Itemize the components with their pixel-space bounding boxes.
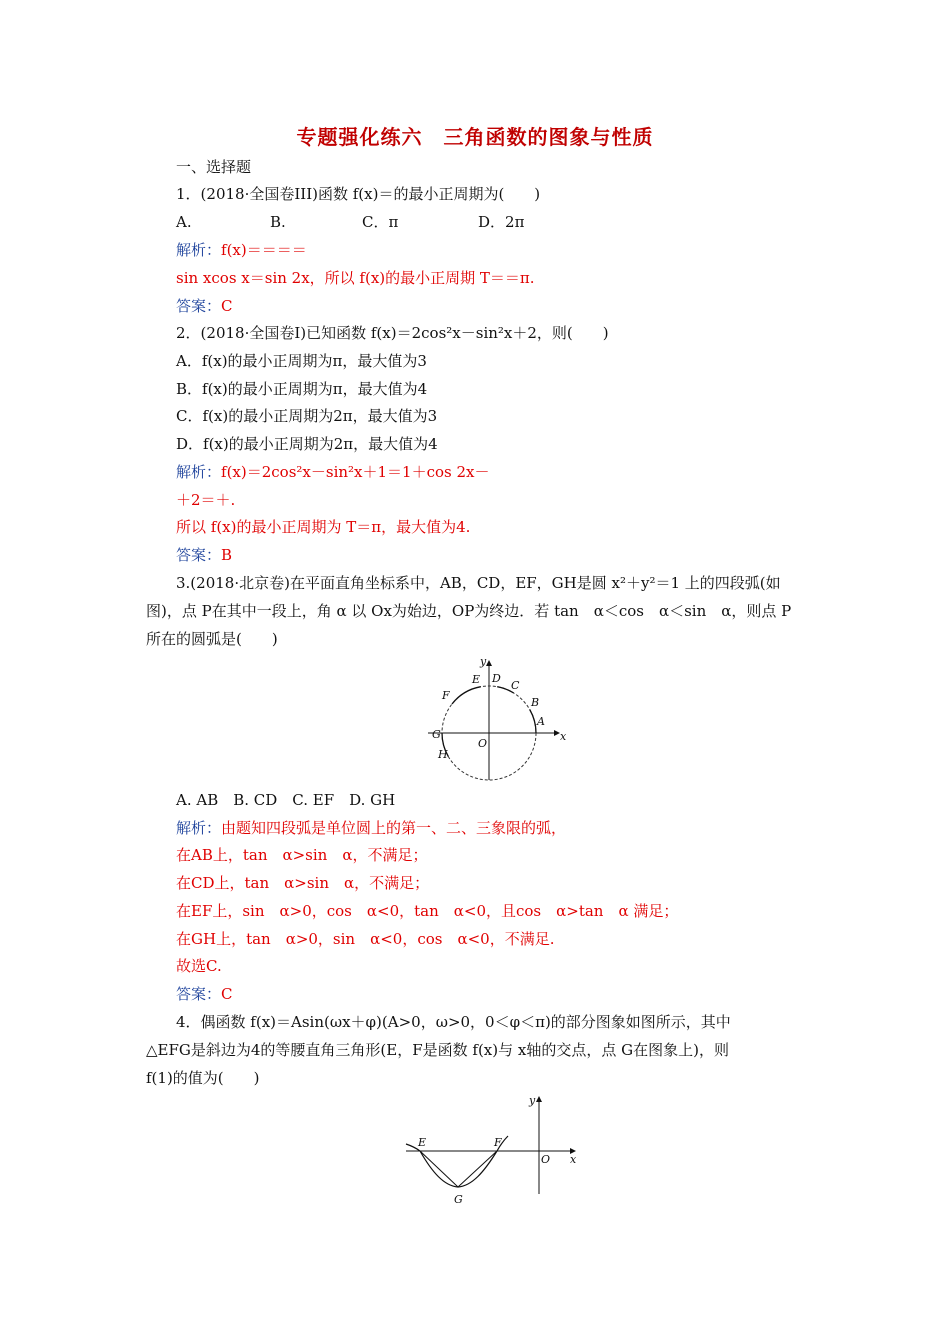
q1-solution-text-1: f(x)＝＝＝＝	[221, 241, 307, 259]
q1-option-d: D．2π	[478, 213, 525, 231]
segment-fg	[458, 1151, 497, 1187]
q2-answer-value: B	[221, 546, 233, 564]
q3-stem-line-1: 3.(2018·北京卷)在平面直角坐标系中，AB，CD，EF，GH是圆 x²＋y²＝1 上的四段弧(如	[176, 574, 781, 592]
q2-option-d: D．f(x)的最小正周期为2π，最大值为4	[176, 435, 438, 453]
q4-stem-line-1: 4．偶函数 f(x)＝Asin(ωx＋φ)(A>0，ω>0，0＜φ＜π)的部分图象如图所示，其中	[176, 1013, 731, 1031]
q2-solution-text-1: f(x)＝2cos²x－sin²x＋1＝1＋cos 2x－	[221, 463, 490, 481]
q3-answer-label: 答案：	[176, 985, 222, 1003]
q2-option-c: C．f(x)的最小正周期为2π，最大值为3	[176, 407, 438, 425]
q3-solution-line-2: 在AB上，tan α>sin α，不满足；	[176, 846, 428, 864]
q1-solution-line-1	[176, 240, 307, 260]
q2-option-b: B．f(x)的最小正周期为π，最大值为4	[176, 380, 428, 398]
q2-answer	[176, 545, 232, 565]
q3-solution-line-5: 在GH上，tan α>0，sin α<0，cos α<0，不满足.	[176, 930, 555, 948]
q2-stem: 2．(2018·全国卷Ⅰ)已知函数 f(x)＝2cos²x－sin²x＋2，则( )	[176, 324, 609, 342]
sine-graph-figure	[398, 1090, 583, 1210]
section-heading: 一、选择题	[176, 158, 252, 176]
page-title: 专题强化练六 三角函数的图象与性质	[296, 125, 654, 149]
q4-stem-line-2: △EFG是斜边为4的等腰直角三角形(E，F是函数 f(x)与 x轴的交点，点 G在图象上)，则	[146, 1041, 729, 1059]
label-o: O	[478, 737, 488, 750]
q1-solution-label: 解析：	[176, 241, 222, 259]
label-g: G	[454, 1193, 463, 1206]
q3-solution-line-4: 在EF上，sin α>0，cos α<0，tan α<0，且cos α>tan α 满足；	[176, 902, 679, 920]
y-axis-arrow	[536, 1096, 542, 1102]
label-f: F	[494, 1136, 502, 1149]
arc-ef	[452, 687, 481, 704]
q3-options: A. AB B. CD C. EF D. GH	[176, 791, 396, 809]
q1-option-b: B.	[270, 213, 286, 231]
q1-solution-line-2: sin xcos x＝sin 2x，所以 f(x)的最小正周期 T＝＝π.	[176, 269, 535, 287]
q1-option-c: C．π	[362, 213, 399, 231]
q1-answer-value: C	[221, 297, 233, 315]
q3-solution-text-1: 由题知四段弧是单位圆上的第一、二、三象限的弧，	[221, 819, 567, 837]
label-x: x	[570, 1153, 577, 1166]
unit-circle-figure	[420, 652, 570, 782]
label-e: E	[418, 1136, 427, 1149]
label-y: y	[529, 1094, 536, 1107]
segment-eg	[420, 1151, 458, 1187]
q1-stem: 1．(2018·全国卷III)函数 f(x)＝的最小正周期为( )	[176, 185, 541, 203]
label-b: B	[531, 696, 540, 709]
label-g: G	[432, 728, 441, 741]
arc-ab	[530, 710, 536, 734]
q1-option-a: A.	[176, 213, 192, 231]
q3-solution-line-6: 故选C.	[176, 957, 222, 975]
label-f: F	[442, 689, 450, 702]
label-e: E	[472, 673, 481, 686]
label-h: H	[438, 748, 448, 761]
q3-stem-line-2: 图)，点 P在其中一段上，角 α 以 Ox为始边，OP为终边．若 tan α＜cos α＜sin α，则点 P	[146, 602, 792, 620]
label-d: D	[492, 672, 501, 685]
q2-solution-line-2: ＋2＝＋.	[176, 491, 236, 509]
label-y: y	[480, 655, 487, 668]
q1-answer-label: 答案：	[176, 297, 222, 315]
q3-solution-line-3: 在CD上，tan α>sin α，不满足；	[176, 874, 430, 892]
q3-solution-label: 解析：	[176, 819, 222, 837]
label-c: C	[511, 679, 520, 692]
y-axis-arrow	[486, 660, 492, 666]
label-x: x	[560, 730, 567, 743]
q4-stem-line-3: f(1)的值为( )	[146, 1069, 260, 1087]
q3-answer	[176, 984, 233, 1004]
q2-solution-line-3: 所以 f(x)的最小正周期为 T＝π，最大值为4.	[176, 518, 471, 536]
q3-answer-value: C	[221, 985, 233, 1003]
label-a: A	[537, 715, 545, 728]
q2-answer-label: 答案：	[176, 546, 222, 564]
q3-stem-line-3: 所在的圆弧是( )	[146, 630, 278, 648]
label-o: O	[541, 1153, 551, 1166]
q2-solution-label: 解析：	[176, 463, 222, 481]
q3-solution-line-1	[176, 818, 566, 838]
q1-answer	[176, 296, 233, 316]
q2-option-a: A．f(x)的最小正周期为π，最大值为3	[176, 352, 427, 370]
q2-solution-line-1	[176, 462, 490, 482]
